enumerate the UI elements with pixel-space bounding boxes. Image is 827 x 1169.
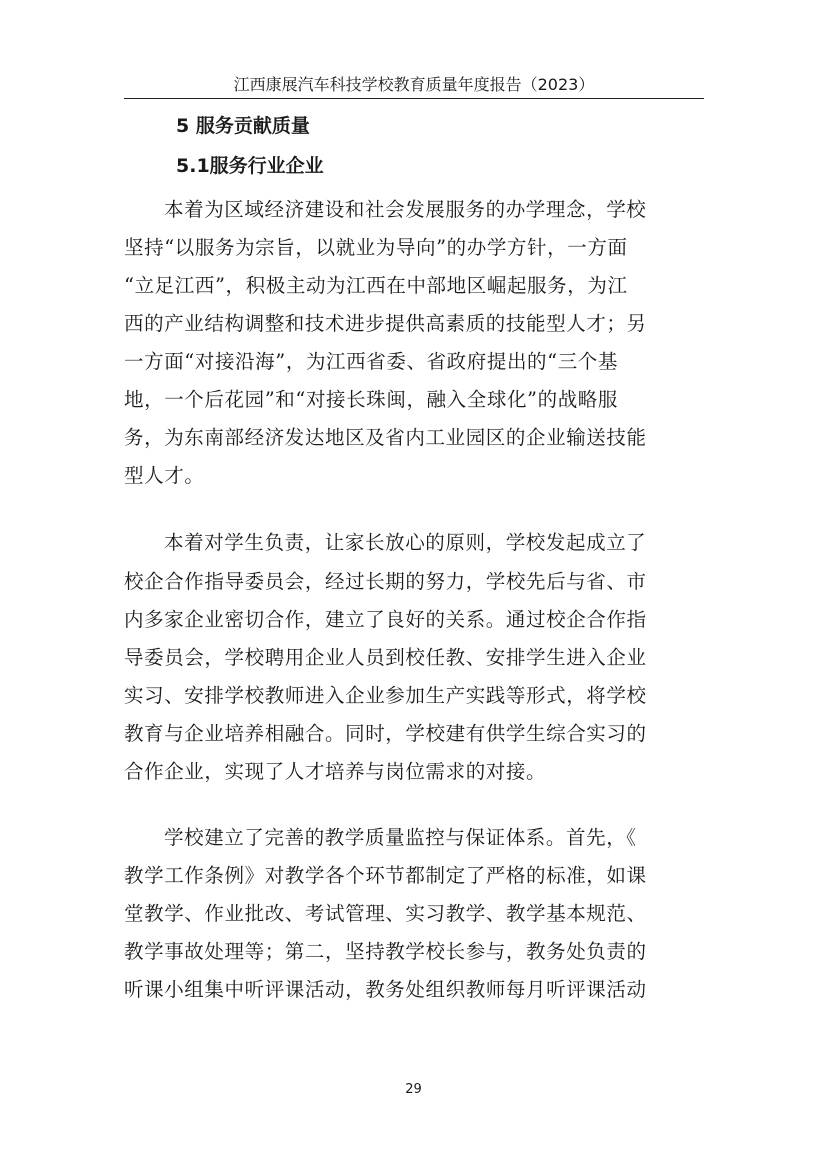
text-line: 导委员会，学校聘用企业人员到校任教、安排学生进入企业 xyxy=(124,646,647,669)
section-heading: 5 服务贡献质量 xyxy=(176,115,310,137)
text-line: 听课小组集中听评课活动，教务处组织教师每月听评课活动 xyxy=(124,978,647,1001)
text-line: 堂教学、作业批改、考试管理、实习教学、教学基本规范、 xyxy=(124,902,647,925)
text-line: 务，为东南部经济发达地区及省内工业园区的企业输送技能 xyxy=(124,426,647,449)
text-line: 实习、安排学校教师进入企业参加生产实践等形式，将学校 xyxy=(124,684,647,707)
text-line: 合作企业，实现了人才培养与岗位需求的对接。 xyxy=(124,760,547,783)
text-line: 本着对学生负责，让家长放心的原则，学校发起成立了 xyxy=(164,531,647,554)
text-line: 一方面“对接沿海”，为江西省委、省政府提出的“三个基 xyxy=(124,350,619,373)
text-line: 型人才。 xyxy=(124,464,205,487)
page-number: 29 xyxy=(405,1082,422,1097)
header-rule xyxy=(124,98,704,99)
text-line: “立足江西”，积极主动为江西在中部地区崛起服务，为江 xyxy=(124,274,628,297)
text-line: 本着为区域经济建设和社会发展服务的办学理念，学校 xyxy=(164,198,647,221)
text-line: 教学工作条例》对教学各个环节都制定了严格的标准，如课 xyxy=(124,864,647,887)
text-line: 坚持“以服务为宗旨，以就业为导向”的办学方针，一方面 xyxy=(124,236,628,259)
text-line: 学校建立了完善的教学质量监控与保证体系。首先，《 xyxy=(164,826,637,849)
text-line: 校企合作指导委员会，经过长期的努力，学校先后与省、市 xyxy=(124,570,647,593)
running-header: 江西康展汽车科技学校教育质量年度报告（2023） xyxy=(233,75,595,94)
text-line: 西的产业结构调整和技术进步提供高素质的技能型人才；另 xyxy=(124,312,647,335)
text-line: 教学事故处理等；第二，坚持教学校长参与，教务处负责的 xyxy=(124,940,647,963)
subsection-heading: 5.1服务行业企业 xyxy=(176,155,324,177)
text-line: 地，一个后花园”和“对接长珠闽，融入全球化”的战略服 xyxy=(124,388,619,411)
text-line: 教育与企业培养相融合。同时，学校建有供学生综合实习的 xyxy=(124,722,647,745)
text-line: 内多家企业密切合作，建立了良好的关系。通过校企合作指 xyxy=(124,608,647,631)
